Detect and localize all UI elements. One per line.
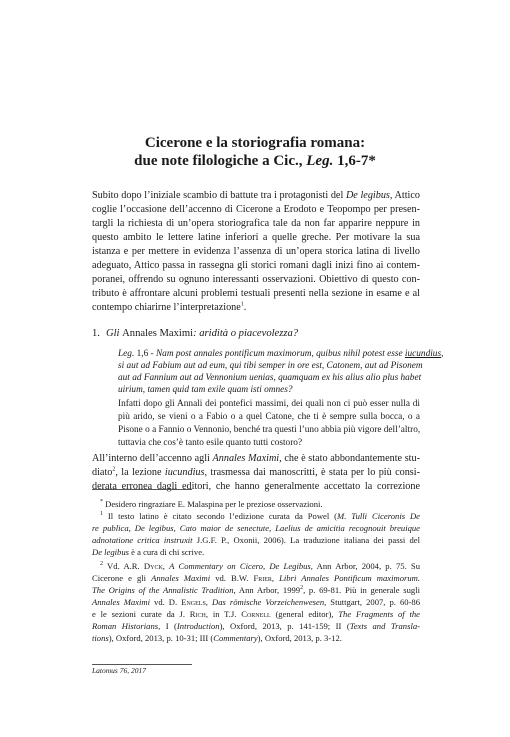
latin-quote-line: Leg. 1,6 - Nam post annales pontificum maximorum, quibus nihil potest esse iucundius, xyxy=(118,349,444,359)
footnote-2-line: tions), Oxford, 2013, p. 10-31; III (Commentary), Oxford, 2013, p. 3-12. xyxy=(92,633,342,643)
footnote-1-line: re publica, De legibus, Cato maior de senectute, Laelius de amicitia recognouit breuique xyxy=(92,523,420,533)
footnote-2-line: Cicerone e gli Annales Maximi vd. B.W. Frier, Libri Annales Pontificum maximorum. xyxy=(92,573,420,583)
footnote-2-line: Roman Historians, I (Introduction), Oxford, 2013, p. 141-159; II (Texts and Transla- xyxy=(92,621,420,631)
latin-quote-line: si aut ad Fabium aut ad eum, qui tibi semper in ore est, Catonem, aut ad Pisonem xyxy=(118,361,423,371)
section-heading: 1. Gli Annales Maximi: aridità o piacevolezza? xyxy=(92,328,299,339)
translation-line: tuttavia che cos’è tanto esile quanto tutti costoro? xyxy=(118,438,303,448)
intro-line: istanza e per mettere in evidenza l’assenza di un’opera storica latina di livello xyxy=(92,246,420,257)
intro-line: questo ambito le lettere latine inferiori a quelle greche. Per motivare la sua xyxy=(92,232,420,243)
footnote-star: * Desidero ringraziare E. Malaspina per le preziose osservazioni. xyxy=(100,499,323,509)
intro-line: contempo chiarirne l’interpretazione$^1$. xyxy=(92,301,247,313)
footnote-2-line: Annales Maximi vd. D. Engels, Das römische Vorzeichenwesen, Stuttgart, 2007, p. 60-86 xyxy=(92,597,421,607)
body-line: derata erronea dagli editori, che hanno generalmente accettato la correzione xyxy=(92,481,420,492)
latin-quote-line: uirium, tamen quid tam exile quam isti omnes? xyxy=(118,385,293,395)
article-title-line-2: due note filologiche a Cic., Leg. 1,6-7* xyxy=(134,153,376,169)
intro-line: targli la richiesta di un’opera storiografica tale da non far apparire neppure in xyxy=(92,218,420,229)
journal-imprint: Latomus 76, 2017 xyxy=(92,666,146,675)
footnote-separator xyxy=(92,489,192,490)
footnote-1-line: adnotatione critica instruxit J.G.F. P., Oxonii, 2006). La traduzione italiana dei passi del xyxy=(92,535,420,545)
intro-line: tributo è affrontare alcuni problemi testuali presenti nella sezione in esame e al xyxy=(92,288,420,299)
latin-quote-line: aut ad Fannium aut ad Vennonium uenias, quamquam ex his alius alio plus habet xyxy=(118,373,422,383)
footnote-2-line: e le sezioni curate da J. Rich, in T.J. Cornell (general editor), The Fragments of the xyxy=(92,609,420,619)
body-line: All’interno dell’accenno agli Annales Maximi, che è stato abbondantemente stu- xyxy=(92,453,420,464)
footnote-2-line: The Origins of the Annalistic Tradition, Ann Arbor, 1999$^2$, p. 69-81. Più in generale sugli xyxy=(92,585,420,595)
journal-separator xyxy=(92,664,192,665)
body-line: diato$^2$, la lezione iucundius, trasmessa dai manoscritti, è stata per lo più consi- xyxy=(92,466,420,478)
footnote-2: $^2$ Vd. A.R. Dyck, A Commentary on Cicero, De Legibus, Ann Arbor, 2004, p. 75. Su xyxy=(100,561,421,571)
footnote-1-line: De legibus è a cura di chi scrive. xyxy=(92,547,205,557)
intro-line: poranei, offrendo su ognuno interessanti osservazioni. Obiettivo di questo con- xyxy=(92,274,420,285)
intro-line: coglie l’occasione dell’accenno di Cicerone a Erodoto e Teopompo per presen- xyxy=(92,204,420,215)
footnote-1: $^1$ Il testo latino è citato secondo l’edizione curata da Powel (M. Tulli Ciceronis De xyxy=(100,511,420,521)
intro-line: adeguato, Attico passa in rassegna gli storici romani dagli inizi fino ai contem- xyxy=(92,260,420,271)
translation-line: Pisone o a Fannio o Vennonio, benché tra questi l’uno abbia più vigore dell’altro, xyxy=(118,425,421,435)
translation-line: Infatti dopo gli Annali dei pontefici massimi, dei quali non ci può esser nulla di xyxy=(118,399,420,409)
translation-line: più arido, se vieni o a Fabio o a quel Catone, che ti è sempre sulla bocca, o a xyxy=(118,412,420,422)
article-title-line-1: Cicerone e la storiografia romana: xyxy=(144,135,366,151)
intro-line: Subito dopo l’iniziale scambio di battute tra i protagonisti del De legibus, Attico xyxy=(92,190,420,201)
